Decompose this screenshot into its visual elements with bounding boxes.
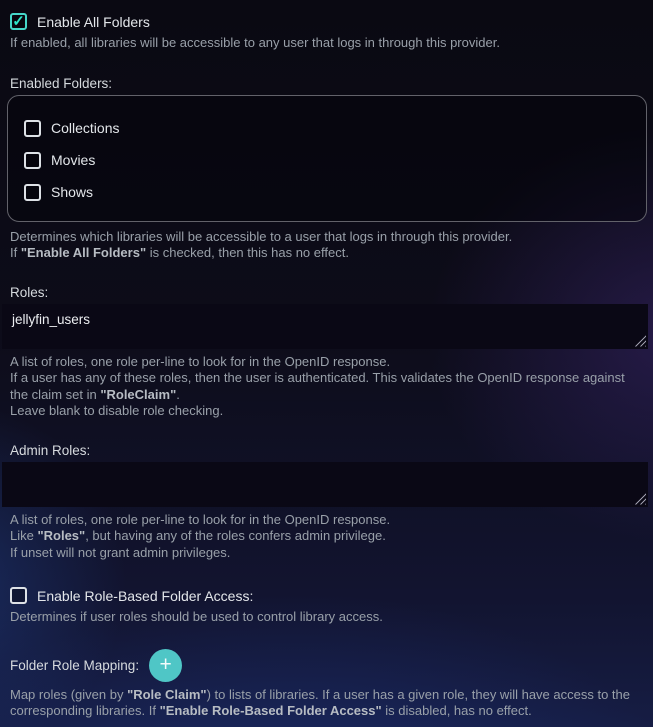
folder-label-collections: Collections <box>51 120 120 136</box>
admin-roles-label: Admin Roles: <box>10 442 91 458</box>
checkbox-box-icon <box>10 587 27 604</box>
enable-role-based-folder-access-label: Enable Role-Based Folder Access: <box>37 587 254 604</box>
enable-all-folders-label: Enable All Folders <box>37 13 150 30</box>
roles-description: A list of roles, one role per-line to look for in the OpenID response. If a user has any of these roles, then the user is authenticated. This validates the OpenID response against the claim set in "RoleClaim". Leave blank to disable role checking. <box>10 353 625 418</box>
folder-role-mapping-description: Map roles (given by "Role Claim") to lists of libraries. If a user has a given role, they will have access to the corresponding libraries. If "Enable Role-Based Folder Access" is disabled, has no effect. <box>10 686 630 718</box>
folder-checkbox-shows[interactable] <box>24 184 632 201</box>
checkbox-box-icon <box>24 184 41 201</box>
enabled-folders-description: Determines which libraries will be accessible to a user that logs in through this provider. If "Enable All Folders" is checked, then this has no effect. <box>10 228 513 260</box>
folder-label-movies: Movies <box>51 152 96 168</box>
roles-input[interactable] <box>2 304 648 349</box>
enable-all-folders-description: If enabled, all libraries will be accessible to any user that logs in through this provider. <box>10 35 500 50</box>
folder-checkbox-movies[interactable] <box>24 152 632 169</box>
enable-role-based-folder-access-checkbox[interactable] <box>10 587 643 604</box>
checkbox-box-icon <box>24 120 41 137</box>
folder-role-mapping-row <box>10 649 643 682</box>
folder-checkbox-collections[interactable] <box>24 120 632 137</box>
checkmark-icon: ✓ <box>12 13 25 30</box>
enable-all-folders-checkbox[interactable] <box>10 13 643 30</box>
folder-role-mapping-label: Folder Role Mapping: <box>10 657 140 673</box>
enabled-folders-label: Enabled Folders: <box>10 75 113 91</box>
role-based-folder-access-description: Determines if user roles should be used to control library access. <box>10 609 383 624</box>
roles-textarea-wrap <box>2 304 648 349</box>
checkbox-box-icon <box>10 13 27 30</box>
admin-roles-textarea-wrap <box>2 462 648 507</box>
admin-roles-description: A list of roles, one role per-line to look for in the OpenID response. Like "Roles", but having any of the roles confers admin privilege. If unset will not grant admin privileges. <box>10 511 391 560</box>
roles-label: Roles: <box>10 284 49 300</box>
plus-icon: + <box>159 652 172 676</box>
checkbox-box-icon <box>24 152 41 169</box>
add-folder-role-mapping-button[interactable] <box>149 649 182 682</box>
folder-label-shows: Shows <box>51 184 94 200</box>
enabled-folders-list <box>7 95 647 222</box>
admin-roles-input[interactable] <box>2 462 648 507</box>
